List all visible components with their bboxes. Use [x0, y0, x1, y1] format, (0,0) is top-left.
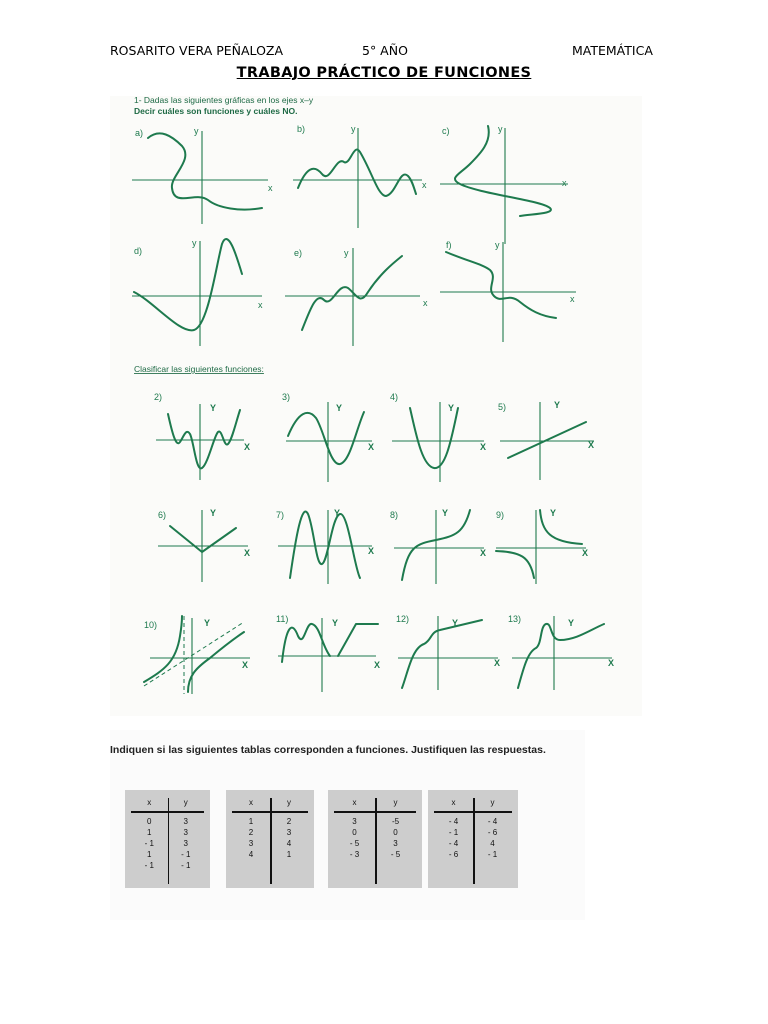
- graph-6: [158, 508, 250, 582]
- table-row: 1 3: [147, 827, 188, 837]
- graph-d: [132, 238, 263, 346]
- svg-text:X: X: [244, 442, 251, 452]
- graph-label: d): [134, 246, 143, 256]
- svg-text:y: y: [192, 238, 197, 248]
- svg-text:Y: Y: [550, 508, 557, 518]
- graph-label: 6): [158, 510, 167, 520]
- table-row: 4 1: [248, 849, 292, 859]
- svg-text:Y: Y: [210, 508, 217, 518]
- graph-label: 7): [276, 510, 285, 520]
- table-row: - 1 - 1: [144, 860, 191, 870]
- table-3: x y 3 -5 0 0 - 5 3 - 3 - 5: [328, 790, 422, 888]
- graph-4: [390, 392, 486, 482]
- svg-text:x: x: [268, 183, 273, 193]
- svg-text:Y: Y: [332, 618, 339, 628]
- graph-label: 13): [508, 614, 522, 624]
- graph-label: a): [135, 128, 144, 138]
- table-row: 0 0: [352, 827, 398, 837]
- svg-text:X: X: [608, 658, 615, 668]
- table-row: 3 -5: [352, 816, 400, 826]
- header-grade: 5° AÑO: [362, 43, 408, 58]
- graph-label: 9): [496, 510, 505, 520]
- svg-text:Y: Y: [452, 618, 459, 628]
- table-2: x y 1 2 2 3 3 4 4 1: [226, 790, 314, 888]
- table-row: - 6 - 1: [448, 849, 498, 859]
- ex3-heading: Indiquen si las siguientes tablas corresponden a funciones. Justifiquen las respuestas.: [110, 744, 546, 756]
- graph-label: 8): [390, 510, 399, 520]
- svg-text:y: y: [344, 248, 349, 258]
- graph-f: [440, 240, 576, 342]
- svg-text:X: X: [480, 442, 487, 452]
- graph-label: 5): [498, 402, 507, 412]
- svg-text:X: X: [368, 546, 375, 556]
- table-1: x y 0 3 1 3 - 1 3 1 - 1 - 1 - 1: [125, 790, 210, 888]
- svg-text:Y: Y: [336, 403, 343, 413]
- graph-12: [396, 614, 500, 690]
- graph-13: [508, 614, 614, 690]
- table-row: - 1 - 6: [448, 827, 498, 837]
- table-row: 1 2: [248, 816, 292, 826]
- graphs-figure: [110, 96, 642, 716]
- svg-text:X: X: [242, 660, 249, 670]
- svg-text:X: X: [480, 548, 487, 558]
- graph-a: [132, 126, 273, 224]
- graph-11: [276, 614, 380, 692]
- graph-label: c): [442, 126, 450, 136]
- svg-text:x: x: [570, 294, 575, 304]
- tables-section: [110, 730, 585, 920]
- svg-text:Y: Y: [554, 400, 561, 410]
- header-school: ROSARITO VERA PEÑALOZA: [110, 43, 284, 58]
- svg-text:Y: Y: [568, 618, 575, 628]
- ex1-line1: 1- Dadas las siguientes gráficas en los ejes x–y: [134, 96, 314, 105]
- graph-c: [440, 124, 568, 244]
- svg-text:Y: Y: [448, 403, 455, 413]
- graph-label: 11): [276, 614, 289, 624]
- svg-text:Y: Y: [210, 403, 217, 413]
- scanned-graphs-image: [110, 96, 642, 716]
- graph-3: [282, 392, 374, 482]
- svg-text:Y: Y: [334, 508, 341, 518]
- svg-text:y: y: [194, 126, 199, 136]
- svg-text:y: y: [498, 124, 503, 134]
- graph-label: 4): [390, 392, 399, 402]
- ex1-line2: Decir cuáles son funciones y cuáles NO.: [134, 106, 298, 116]
- graph-label: 10): [144, 620, 158, 630]
- svg-text:y: y: [495, 240, 500, 250]
- graph-label: b): [297, 124, 306, 134]
- graph-label: 2): [154, 392, 163, 402]
- graph-10: [144, 616, 250, 694]
- graph-2: [154, 392, 250, 480]
- table-row: 3 4: [248, 838, 292, 848]
- svg-text:x: x: [423, 298, 428, 308]
- table-4: x y - 4 - 4 - 1 - 6 - 4 4 - 6 - 1: [428, 790, 518, 888]
- svg-text:x: x: [258, 300, 263, 310]
- table-row: 2 3: [248, 827, 292, 837]
- svg-text:X: X: [494, 658, 501, 668]
- svg-text:X: X: [244, 548, 251, 558]
- table-row: 0 3: [147, 816, 188, 826]
- graph-7: [276, 508, 374, 584]
- page-title: TRABAJO PRÁCTICO DE FUNCIONES: [236, 65, 532, 81]
- table-row: - 4 - 4: [448, 816, 498, 826]
- svg-text:Y: Y: [442, 508, 449, 518]
- graph-label: f): [446, 240, 452, 250]
- header-subject: MATEMÁTICA: [572, 43, 653, 58]
- svg-text:X: X: [582, 548, 589, 558]
- ex2-heading: Clasificar las siguientes funciones:: [134, 364, 264, 374]
- graph-e: [285, 248, 428, 346]
- table-row: - 4 4: [448, 838, 495, 848]
- svg-text:X: X: [374, 660, 381, 670]
- graph-label: 3): [282, 392, 291, 402]
- graph-5: [498, 400, 594, 480]
- svg-text:Y: Y: [204, 618, 211, 628]
- svg-text:X: X: [588, 440, 595, 450]
- svg-text:y: y: [351, 124, 356, 134]
- svg-text:x: x: [422, 180, 427, 190]
- svg-text:x: x: [562, 178, 567, 188]
- graph-9: [496, 508, 588, 584]
- graph-8: [390, 508, 486, 584]
- svg-text:X: X: [368, 442, 375, 452]
- graph-b: [293, 124, 427, 228]
- graph-label: 12): [396, 614, 410, 624]
- table-row: - 1 3: [144, 838, 188, 848]
- table-row: 1 - 1: [147, 849, 191, 859]
- table-row: - 3 - 5: [349, 849, 401, 859]
- graph-label: e): [294, 248, 303, 258]
- table-row: - 5 3: [349, 838, 398, 848]
